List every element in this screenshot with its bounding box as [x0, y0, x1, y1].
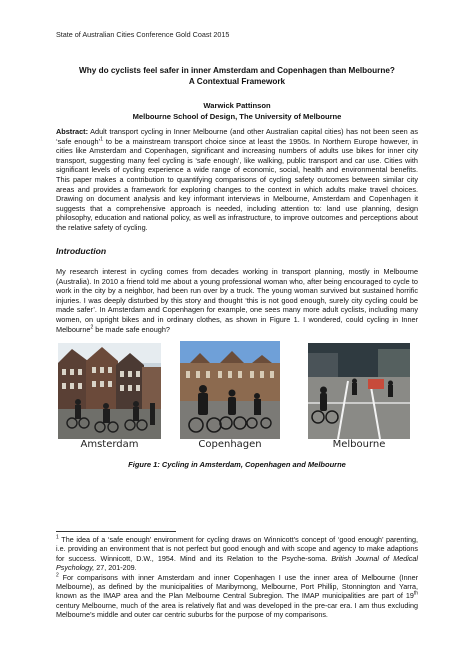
- figure-caption: Figure 1: Cycling in Amsterdam, Copenhagen and Melbourne: [128, 460, 346, 469]
- footnote-1-text: The idea of a ‘safe enough’ environment for cycling draws on Winnicott’s concept of ‘good enough’ parenting, i.e. providing an environment that is not perfect but good enough and with scope and agency to make adaptions for success. Winnicott, D.W., 1954. Mind and its Relation to the Psyche-soma.: [56, 535, 418, 563]
- intro-text-2: be made safe enough?: [93, 324, 170, 334]
- footnote-1: [56, 535, 418, 573]
- footnote-separator: [56, 531, 176, 532]
- intro-text-1: My research interest in cycling comes from decades working in transport planning, mostly in Melbourne (Australia). In 2010 a friend told me about a young professional woman who, after being encouraged to cycle to work in the city by a neighbor, had been run over by a truck. The young woman survived but sustained horrific injuries. I was deeply disturbed by this story and thought ‘this is not good enough, surely city cycling could be made safer’. In Amsterdam and Copenhagen for example, one sees many more adult cyclists, including many women, on upright bikes and in ordinary clothes, as shown in Figure 1. I wondered, could cycling in Inner Melbourne: [56, 267, 418, 334]
- abstract-text-1: Adult transport cycling in Inner Melbourne (and other Australian capital cities) has not been seen as ‘safe enough’: [56, 127, 418, 146]
- section-heading-introduction: Introduction: [56, 246, 107, 256]
- figure-1: [56, 343, 418, 455]
- title-line-1: Why do cyclists feel safer in inner Amsterdam and Copenhagen than Melbourne?: [79, 66, 395, 75]
- melbourne-label: Melbourne: [332, 439, 386, 450]
- amsterdam-photo: [58, 343, 161, 439]
- footnote-2-number: 2: [56, 572, 59, 579]
- footnote-ref-1[interactable]: 1: [100, 136, 103, 143]
- amsterdam-label: Amsterdam: [80, 439, 139, 450]
- paper-title: [40, 65, 434, 87]
- title-line-2: A Contextual Framework: [188, 77, 286, 86]
- footnote-1-journal: British Journal of Medical Psychology,: [56, 553, 418, 573]
- melbourne-photo: [308, 343, 410, 439]
- abstract: [56, 127, 418, 233]
- footnote-2: [56, 573, 418, 620]
- author-name: Warwick Pattinson: [203, 101, 271, 110]
- introduction-paragraph: [56, 267, 418, 334]
- footnotes: [56, 535, 418, 620]
- copenhagen-label: Copenhagen: [198, 439, 262, 450]
- copenhagen-photo: [180, 341, 280, 439]
- footnote-2-superscript: th: [413, 591, 418, 598]
- footnote-2-text-a: For comparisons with inner Amsterdam and inner Copenhagen I use the inner area of Melbourne (Inner Melbourne), as defined by the municipalities of Maribyrnong, Melbourne, Port Phillip, Stonnington and Yarra, known as the IMAP area and the Plan Melbourne Central Subregion. The IMAP municipalities are part of 19: [56, 572, 418, 601]
- author-block: [40, 100, 434, 122]
- footnote-1-tail: 27, 201-209.: [94, 563, 137, 573]
- abstract-text-2: to be a mainstream transport choice since at least the 1950s. In Northern Europe however, in cities like Amsterdam and Copenhagen, significant and increasing numbers of adults use bikes for inner city transport, suggesting many feel cycling is ‘safe enough’, like walking, public transport and car use. Cities with significant levels of cycling experience a wide range of economic, social, health and environmental benefits. This paper makes a contribution to quantifying comparisons of cycling safety outcomes between similar city areas and provides a framework for exploring changes to the context in which adults make travel choices. Drawing on document analysis and key informant interviews in Melbourne, Amsterdam and Copenhagen it suggests that a comprehensive approach is needed, including attention to: land use planning, design philosophy, education and national policy, as well as infrastructure, to improve outcomes and perceptions about the relative safety of cycling.: [56, 136, 418, 232]
- footnote-ref-2[interactable]: 2: [90, 324, 94, 331]
- footnote-2-text-b: century Melbourne, much of the area is relatively flat and was developed in the pre-car era. I am thus excluding Melbourne’s middle and outer car centric suburbs for the purpose of my comparisons.: [56, 600, 418, 620]
- abstract-label: Abstract:: [56, 127, 89, 136]
- author-affiliation: Melbourne School of Design, The University of Melbourne: [132, 112, 342, 121]
- footnote-1-number: 1: [56, 534, 59, 541]
- running-header: State of Australian Cities Conference Gold Coast 2015: [56, 30, 230, 39]
